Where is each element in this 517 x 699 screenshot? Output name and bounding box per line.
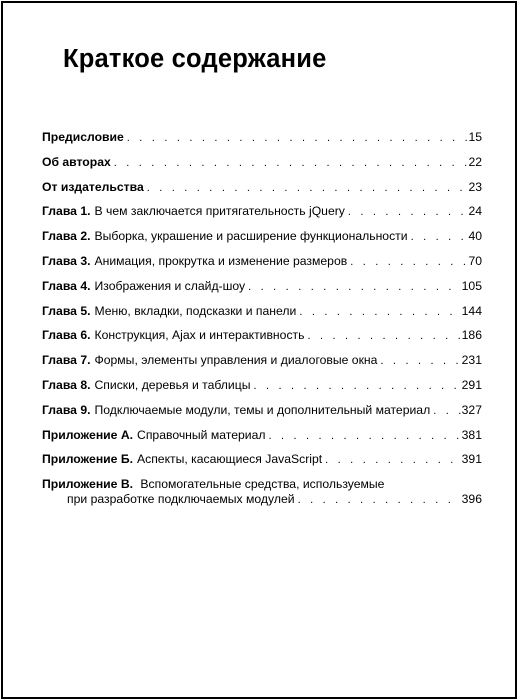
toc-entry-chapter-8[interactable]: [42, 378, 482, 393]
toc-entry-prefix: Глава 1.: [42, 204, 91, 219]
toc-entry-prefix: От издательства: [42, 179, 144, 194]
toc-entry-prefix: Глава 8.: [42, 377, 91, 392]
toc-entry-title: Выборка, украшение и расширение функциональности: [94, 229, 408, 244]
dot-leader: [325, 453, 461, 468]
toc-page-number: 40: [468, 229, 482, 244]
toc-page-number: 70: [468, 253, 482, 268]
toc-entry-appendix-v[interactable]: [42, 477, 482, 507]
toc-page-number: 391: [461, 452, 482, 467]
dot-leader: [350, 255, 467, 270]
toc-page-number: 186: [461, 328, 482, 343]
toc-entry-title: В чем заключается притягательность jQuery: [94, 204, 345, 219]
toc-entry-prefix: Приложение А.: [42, 427, 134, 442]
toc-entry-chapter-6[interactable]: [42, 328, 482, 343]
toc-page-number: 105: [461, 278, 482, 293]
toc-entry-prefix: Глава 9.: [42, 402, 91, 417]
toc-entry-appendix-b[interactable]: [42, 452, 482, 467]
toc-entry-chapter-3[interactable]: [42, 254, 482, 269]
toc-entry-prefix: Приложение Б.: [42, 452, 133, 467]
toc-entry-prefix: Предисловие: [42, 130, 124, 144]
toc-entry-title-continued: при разработке подключаемых модулей: [67, 492, 295, 507]
toc-entry-chapter-9[interactable]: [42, 403, 482, 418]
toc-entry-title: Анимация, прокрутка и изменение размеров: [94, 253, 348, 268]
toc-entry-title: Списки, деревья и таблицы: [94, 377, 251, 392]
toc-page-number: 396: [461, 492, 482, 507]
toc-page-number: 327: [461, 402, 482, 417]
toc-entry-title: Аспекты, касающиеся JavaScript: [136, 452, 323, 467]
toc-entry-publisher[interactable]: [42, 180, 482, 195]
dot-leader: [299, 305, 460, 320]
table-of-contents: [42, 130, 482, 517]
toc-entry-chapter-7[interactable]: [42, 353, 482, 368]
toc-entry-prefix: Приложение В.: [42, 477, 134, 492]
toc-entry-prefix: Глава 4.: [42, 278, 91, 293]
dot-leader: [114, 156, 468, 171]
toc-entry-title: Подключаемые модули, темы и дополнительный материал: [94, 402, 431, 417]
dot-leader: [253, 379, 460, 394]
toc-entry-prefix: Глава 2.: [42, 229, 91, 244]
toc-page-number: 291: [461, 377, 482, 392]
dot-leader: [268, 429, 460, 444]
dot-leader: [298, 493, 461, 508]
dot-leader: [433, 404, 460, 419]
toc-page-number: 22: [468, 154, 482, 169]
toc-page-number: 24: [468, 204, 482, 219]
toc-entry-prefix: Глава 6.: [42, 328, 91, 343]
dot-leader: [411, 230, 468, 245]
toc-entry-line-2: [42, 492, 482, 507]
toc-entry-title: Конструкция, Ajax и интерактивность: [94, 328, 305, 343]
dot-leader: [147, 181, 468, 196]
toc-page-number: 231: [461, 353, 482, 368]
toc-entry-chapter-4[interactable]: [42, 279, 482, 294]
toc-entry-line-1: [42, 477, 482, 492]
toc-page-number: 23: [468, 179, 482, 194]
dot-leader: [127, 131, 468, 146]
toc-entry-chapter-5[interactable]: [42, 304, 482, 319]
toc-entry-prefix: Глава 7.: [42, 353, 91, 368]
toc-entry-chapter-2[interactable]: [42, 229, 482, 244]
toc-page-number: 15: [468, 130, 482, 144]
toc-entry-title: Изображения и слайд-шоу: [94, 278, 246, 293]
toc-entry-chapter-1[interactable]: [42, 204, 482, 219]
toc-entry-title: Формы, элементы управления и диалоговые окна: [94, 353, 378, 368]
dot-leader: [348, 205, 468, 220]
toc-entry-title: Меню, вкладки, подсказки и панели: [94, 303, 297, 318]
book-page: [1, 1, 517, 699]
page-title: Краткое содержание: [63, 45, 327, 73]
toc-entry-prefix: Глава 5.: [42, 303, 91, 318]
toc-page-number: 144: [461, 303, 482, 318]
toc-entry-title: Справочный материал: [137, 427, 266, 442]
toc-entry-authors[interactable]: [42, 155, 482, 170]
dot-leader: [248, 280, 461, 295]
toc-page-number: 381: [461, 427, 482, 442]
toc-entry-title: Вспомогательные средства, используемые: [140, 477, 385, 492]
toc-entry-prefix: Глава 3.: [42, 253, 91, 268]
toc-entry-preface[interactable]: [42, 130, 482, 145]
dot-leader: [380, 354, 460, 369]
toc-entry-prefix: Об авторах: [42, 154, 111, 169]
toc-entry-appendix-a[interactable]: [42, 428, 482, 443]
dot-leader: [307, 329, 460, 344]
